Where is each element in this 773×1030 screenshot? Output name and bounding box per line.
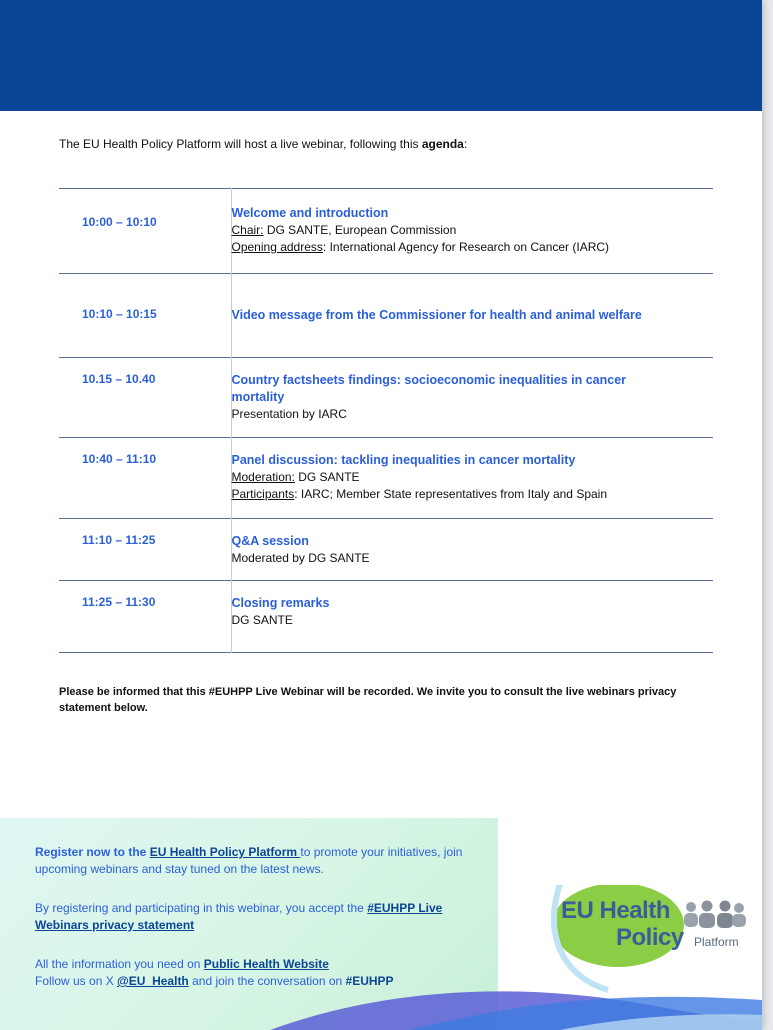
footer-register — [35, 844, 495, 878]
agenda-line — [232, 222, 713, 239]
agenda-row — [59, 519, 713, 581]
agenda-row — [59, 438, 713, 519]
agenda-line-text: : International Agency for Research on Cancer (IARC) — [322, 240, 610, 254]
agenda-line-text: DG SANTE — [231, 613, 293, 627]
agenda-row — [59, 581, 713, 653]
agenda-desc — [231, 581, 713, 653]
agenda-desc — [231, 519, 713, 581]
agenda-desc — [231, 438, 713, 519]
platform-link[interactable]: EU Health Policy Platform — [149, 845, 301, 859]
register-bold: Register now to the — [35, 845, 150, 859]
people-icon — [681, 899, 747, 929]
agenda-row — [59, 189, 713, 274]
agenda-time: 10.15 – 10.40 — [59, 358, 231, 438]
logo-platform: Platform — [694, 935, 739, 949]
agenda-line-label: Participants — [231, 487, 295, 501]
eu-health-x-link[interactable]: @EU_Health — [117, 974, 189, 988]
agenda-line-text: Moderated by DG SANTE — [231, 551, 370, 565]
agenda-line-label: Opening address — [231, 240, 323, 254]
agenda-desc — [231, 274, 713, 358]
agenda-time: 10:10 – 10:15 — [59, 274, 231, 358]
agenda-row — [59, 358, 713, 438]
footer-privacy — [35, 900, 495, 934]
privacy-text: By registering and participating in this webinar, you accept the — [35, 901, 368, 915]
agenda-desc — [231, 358, 713, 438]
agenda-title: Panel discussion: tackling inequalities in cancer mortality — [231, 453, 576, 467]
eu-health-policy-platform-logo — [555, 895, 755, 965]
agenda-title: Q&A session — [231, 534, 309, 548]
agenda-line-text: DG SANTE, European Commission — [263, 223, 457, 237]
agenda-time: 10:00 – 10:10 — [59, 189, 231, 274]
agenda-line-text: : IARC; Member State representatives from Italy and Spain — [294, 487, 608, 501]
logo-policy: Policy — [616, 924, 684, 951]
agenda-line-label: Chair: — [231, 223, 264, 237]
logo-eu-health: EU Health — [561, 897, 670, 924]
intro-bold: agenda — [421, 137, 464, 151]
intro-before: The EU Health Policy Platform will host a live webinar, following this — [59, 137, 422, 151]
agenda-line — [232, 239, 713, 256]
info-text: All the information you need on — [35, 957, 204, 971]
hashtag: #EUHPP — [345, 974, 394, 988]
register-rest: to promote your initiatives, join upcoming webinars and stay tuned on the latest news. — [35, 845, 463, 876]
follow-text-2: and join the conversation on — [188, 974, 346, 988]
agenda-line-text: DG SANTE — [294, 470, 360, 484]
follow-text: Follow us on X — [35, 974, 118, 988]
agenda-line — [232, 550, 713, 567]
decorative-waves — [230, 960, 762, 1030]
agenda-time: 11:25 – 11:30 — [59, 581, 231, 653]
agenda-line-text: Presentation by IARC — [231, 407, 347, 421]
recording-notice: Please be informed that this #EUHPP Live Webinar will be recorded. We invite you to consult the live webinars privacy statement below. — [59, 686, 677, 714]
intro-after: : — [463, 137, 468, 151]
agenda-line — [232, 612, 713, 629]
agenda-table — [59, 188, 713, 653]
agenda-time: 11:10 – 11:25 — [59, 519, 231, 581]
agenda-title: Video message from the Commissioner for health and animal welfare — [231, 308, 642, 322]
agenda-title: Country factsheets findings: socioeconomic inequalities in cancer mortality — [231, 373, 627, 404]
agenda-line — [232, 406, 713, 423]
agenda-title: Closing remarks — [231, 596, 330, 610]
agenda-line — [232, 486, 713, 503]
intro-text — [59, 137, 467, 151]
agenda-row — [59, 274, 713, 358]
privacy-statement-link[interactable]: #EUHPP Live Webinars privacy statement — [35, 901, 443, 932]
agenda-desc — [231, 189, 713, 274]
agenda-line-label: Moderation: — [231, 470, 295, 484]
public-health-website-link[interactable]: Public Health Website — [203, 957, 329, 971]
agenda-time: 10:40 – 11:10 — [59, 438, 231, 519]
agenda-line — [232, 469, 713, 486]
agenda-title: Welcome and introduction — [231, 206, 389, 220]
header-band — [0, 0, 762, 111]
